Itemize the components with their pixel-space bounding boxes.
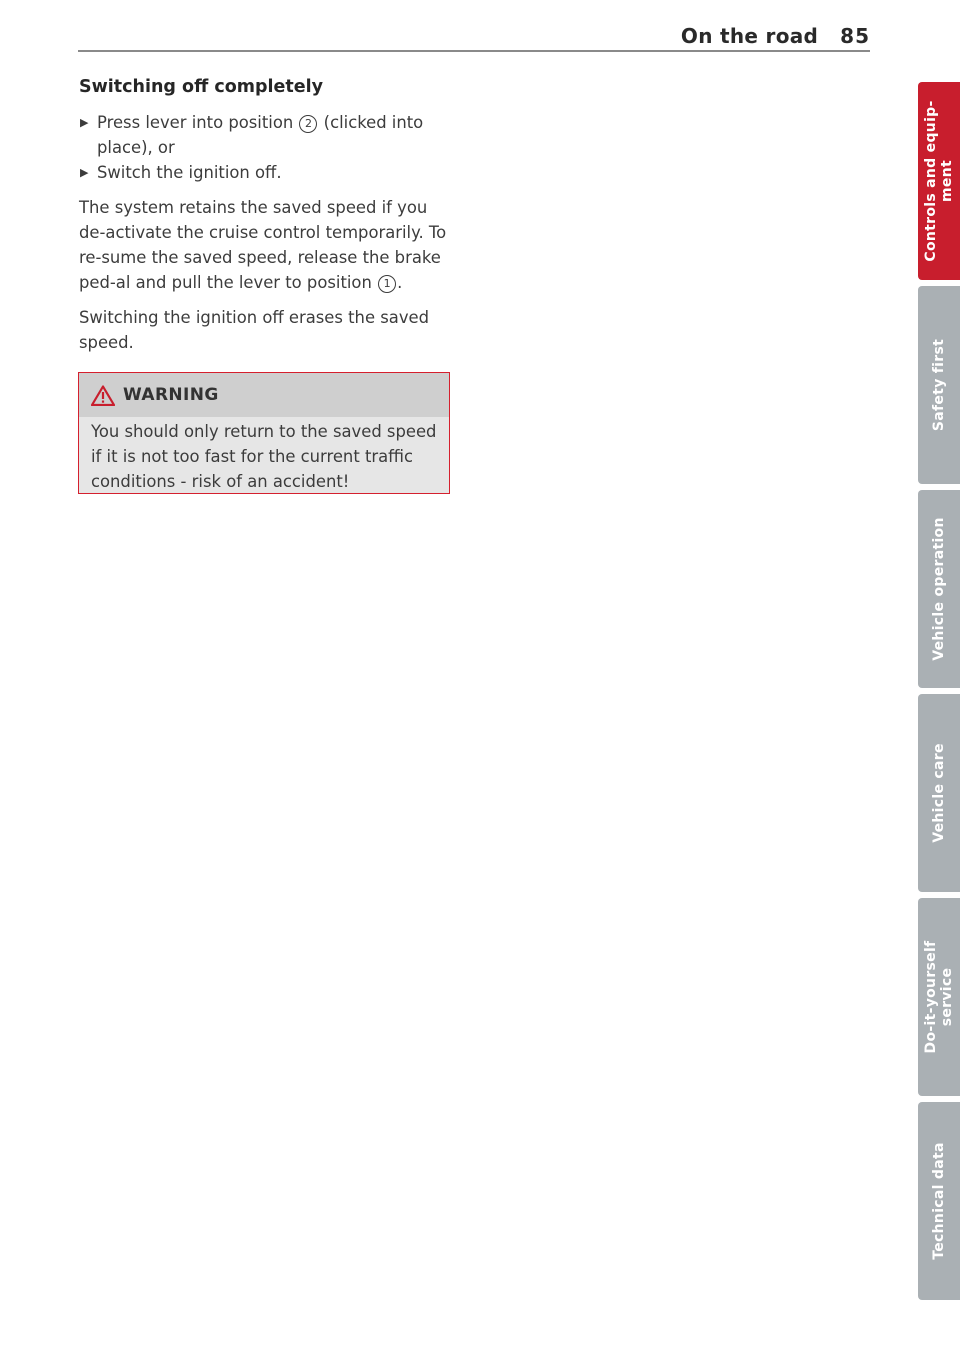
tab-do-it-yourself-service[interactable] bbox=[918, 898, 960, 1096]
warning-text: You should only return to the saved speed if it is not too fast for the current traffic conditions - risk of an accident! bbox=[91, 422, 437, 491]
step-text-after: (clicked into place), or bbox=[97, 113, 424, 157]
tab-label: Controls and equip- ment bbox=[923, 100, 955, 262]
position-number-badge: 1 bbox=[378, 275, 396, 293]
tab-label: Technical data bbox=[931, 1142, 947, 1260]
step-text-before: Press lever into position bbox=[97, 113, 299, 132]
triangle-bullet-icon: ▶ bbox=[80, 116, 89, 129]
tab-safety-first[interactable] bbox=[918, 286, 960, 484]
page-header bbox=[681, 24, 870, 48]
tab-controls-and-equipment[interactable] bbox=[918, 82, 960, 280]
tab-label: Vehicle care bbox=[931, 743, 947, 843]
paragraph: Switching the ignition off erases the saved speed. bbox=[79, 308, 430, 352]
paragraph-text: The system retains the saved speed if you de-activate the cruise control temporarily. To re-sume the saved speed, release the brake ped-al and pull the lever to position bbox=[79, 198, 447, 292]
section-title: On the road bbox=[680, 24, 819, 48]
step-text: Switch the ignition off. bbox=[97, 163, 282, 182]
tab-vehicle-operation[interactable] bbox=[918, 490, 960, 688]
tab-label: Do-it-yourself service bbox=[923, 940, 955, 1054]
header-rule bbox=[78, 50, 870, 52]
warning-triangle-icon bbox=[91, 385, 115, 406]
warning-box bbox=[78, 372, 450, 494]
step-list bbox=[79, 110, 451, 185]
warning-title: WARNING bbox=[123, 385, 219, 405]
tab-technical-data[interactable] bbox=[918, 1102, 960, 1300]
triangle-bullet-icon: ▶ bbox=[80, 166, 89, 179]
tab-label: Safety first bbox=[931, 338, 947, 432]
tab-label: Vehicle operation bbox=[931, 517, 947, 661]
step-item bbox=[79, 160, 451, 185]
warning-header bbox=[79, 373, 449, 417]
main-content bbox=[79, 74, 451, 365]
paragraph bbox=[79, 195, 451, 295]
chapter-tabs bbox=[918, 82, 960, 1300]
tab-vehicle-care[interactable] bbox=[918, 694, 960, 892]
page-number: 85 bbox=[840, 24, 870, 48]
section-heading: Switching off completely bbox=[79, 77, 324, 97]
position-number-badge: 2 bbox=[299, 115, 317, 133]
paragraph-end: . bbox=[397, 273, 403, 292]
step-item bbox=[79, 110, 451, 160]
